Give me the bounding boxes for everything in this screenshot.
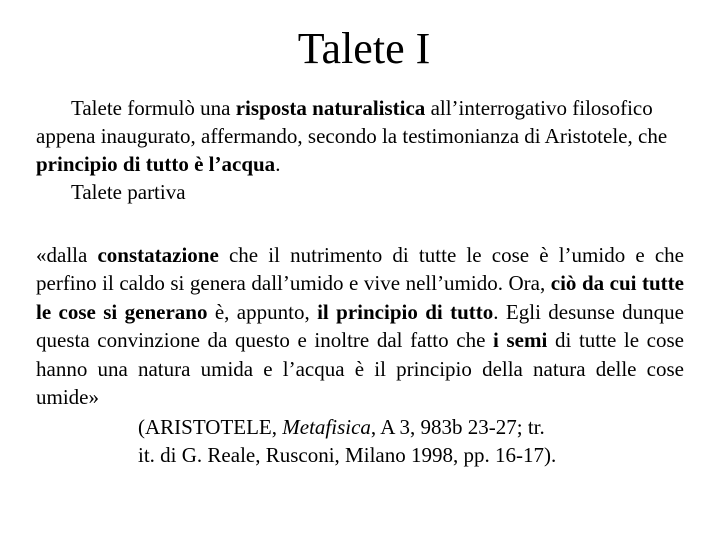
quote-text-run: di tutte le cose hanno una natura umida e l’acqua è il principio della natura delle cose umide» [36, 328, 684, 410]
quote-text-run: è, appunto, [207, 299, 318, 324]
emphasis-seeds: i semi [493, 328, 548, 353]
intro-text-run: all’interrogativo filosofico appena inaugurato, affermando, secondo la testimonianza di Aristotele, che [36, 96, 668, 148]
citation-work-title: Metafisica [282, 415, 371, 439]
quote-text-run: che il nutrimento di tutte le cose è l’umido e che perfino il caldo si genera dall’umido e vive nell’umido. Ora, [36, 243, 685, 296]
intro-lead-in: Talete partiva [71, 180, 186, 204]
emphasis-water-principle: principio di tutto è l’acqua [36, 152, 276, 176]
intro-paragraph [36, 94, 686, 178]
citation [138, 413, 658, 469]
emphasis-origin: ciò da cui tutte le cose si generano [36, 271, 684, 324]
quote-text-run: . Egli desunse dunque questa convinzione da questo e inoltre dal fatto che [36, 299, 684, 353]
emphasis-observation: constatazione [97, 243, 219, 267]
aristotle-quotation [36, 241, 684, 411]
emphasis-naturalistic-answer: risposta naturalistica [235, 96, 426, 120]
citation-line-1 [138, 413, 658, 441]
quote-text-run: «dalla [36, 243, 98, 267]
intro-text [36, 94, 686, 206]
intro-text-run: Talete formulò una [71, 96, 236, 120]
emphasis-principle: il principio di tutto [317, 299, 494, 324]
slide-title: Talete I [297, 24, 431, 73]
citation-line-2: it. di G. Reale, Rusconi, Milano 1998, pp. 16-17). [138, 443, 557, 467]
citation-reference: , A 3, 983b 23-27; tr. [370, 415, 545, 439]
citation-author: (ARISTOTELE, [138, 415, 283, 439]
intro-text-run: . [275, 152, 281, 176]
